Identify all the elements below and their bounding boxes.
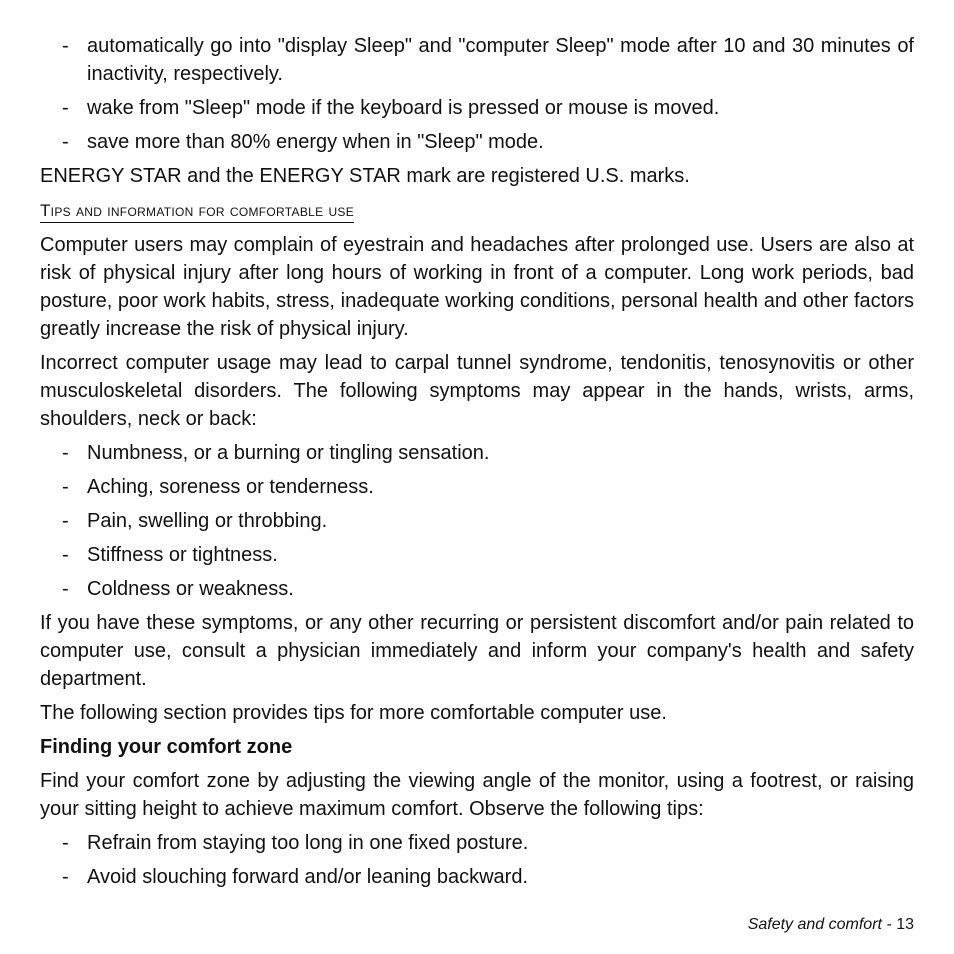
page-number: 13 bbox=[896, 916, 914, 933]
subheading-comfort-zone: Finding your comfort zone bbox=[40, 736, 293, 758]
section-title: Tips and information for comfortable use bbox=[40, 200, 354, 223]
list-item bbox=[40, 128, 914, 156]
paragraph-following-section: The following section provides tips for more comfortable computer use. bbox=[40, 702, 667, 724]
list-item bbox=[40, 507, 914, 535]
list-item bbox=[40, 541, 914, 569]
list-item bbox=[40, 439, 914, 467]
section-heading-wrap bbox=[40, 196, 914, 227]
energy-star-note: ENERGY STAR and the ENERGY STAR mark are registered U.S. marks. bbox=[40, 165, 690, 187]
dash-marker: - bbox=[62, 544, 69, 566]
dash-marker: - bbox=[62, 35, 69, 57]
list-item bbox=[40, 94, 914, 122]
list-item bbox=[40, 32, 914, 88]
dash-marker: - bbox=[62, 832, 69, 854]
dash-marker: - bbox=[62, 97, 69, 119]
list-item-text: Stiffness or tightness. bbox=[87, 544, 278, 566]
symptoms-list bbox=[40, 439, 914, 603]
list-item-text: automatically go into "display Sleep" and "computer Sleep" mode after 10 and 30 minutes of inactivity, respectively. bbox=[87, 35, 914, 85]
dash-marker: - bbox=[62, 510, 69, 532]
paragraph-eyestrain: Computer users may complain of eyestrain and headaches after prolonged use. Users are also at risk of physical injury after long hours of working in front of a computer. Long work periods, bad posture, poor work habits, stress, inadequate working conditions, personal health and other factors greatly increase the risk of physical injury. bbox=[40, 234, 914, 340]
comfort-tips-list bbox=[40, 829, 914, 891]
dash-marker: - bbox=[62, 131, 69, 153]
list-item-text: Coldness or weakness. bbox=[87, 578, 294, 600]
dash-marker: - bbox=[62, 866, 69, 888]
list-item-text: Refrain from staying too long in one fixed posture. bbox=[87, 832, 529, 854]
list-item-text: Numbness, or a burning or tingling sensation. bbox=[87, 442, 490, 464]
list-item bbox=[40, 863, 914, 891]
dash-marker: - bbox=[62, 578, 69, 600]
list-item bbox=[40, 829, 914, 857]
list-item-text: save more than 80% energy when in "Sleep" mode. bbox=[87, 131, 544, 153]
document-page bbox=[40, 32, 914, 897]
page-footer bbox=[748, 915, 914, 935]
paragraph-consult-physician: If you have these symptoms, or any other recurring or persistent discomfort and/or pain related to computer use, consult a physician immediately and inform your company's health and safety department. bbox=[40, 612, 914, 690]
list-item-text: Pain, swelling or throbbing. bbox=[87, 510, 328, 532]
dash-marker: - bbox=[62, 476, 69, 498]
footer-label: Safety and comfort - bbox=[747, 916, 892, 933]
list-item-text: Aching, soreness or tenderness. bbox=[87, 476, 374, 498]
list-item bbox=[40, 575, 914, 603]
paragraph-disorders: Incorrect computer usage may lead to carpal tunnel syndrome, tendonitis, tenosynovitis or other musculoskeletal disorders. The following symptoms may appear in the hands, wrists, arms, shoulders, neck or back: bbox=[40, 352, 914, 430]
list-item-text: Avoid slouching forward and/or leaning backward. bbox=[87, 866, 529, 888]
list-item bbox=[40, 473, 914, 501]
dash-marker: - bbox=[62, 442, 69, 464]
paragraph-comfort-zone: Find your comfort zone by adjusting the viewing angle of the monitor, using a footrest, or raising your sitting height to achieve maximum comfort. Observe the following tips: bbox=[40, 770, 914, 820]
list-item-text: wake from "Sleep" mode if the keyboard is pressed or mouse is moved. bbox=[87, 97, 720, 119]
intro-list bbox=[40, 32, 914, 156]
